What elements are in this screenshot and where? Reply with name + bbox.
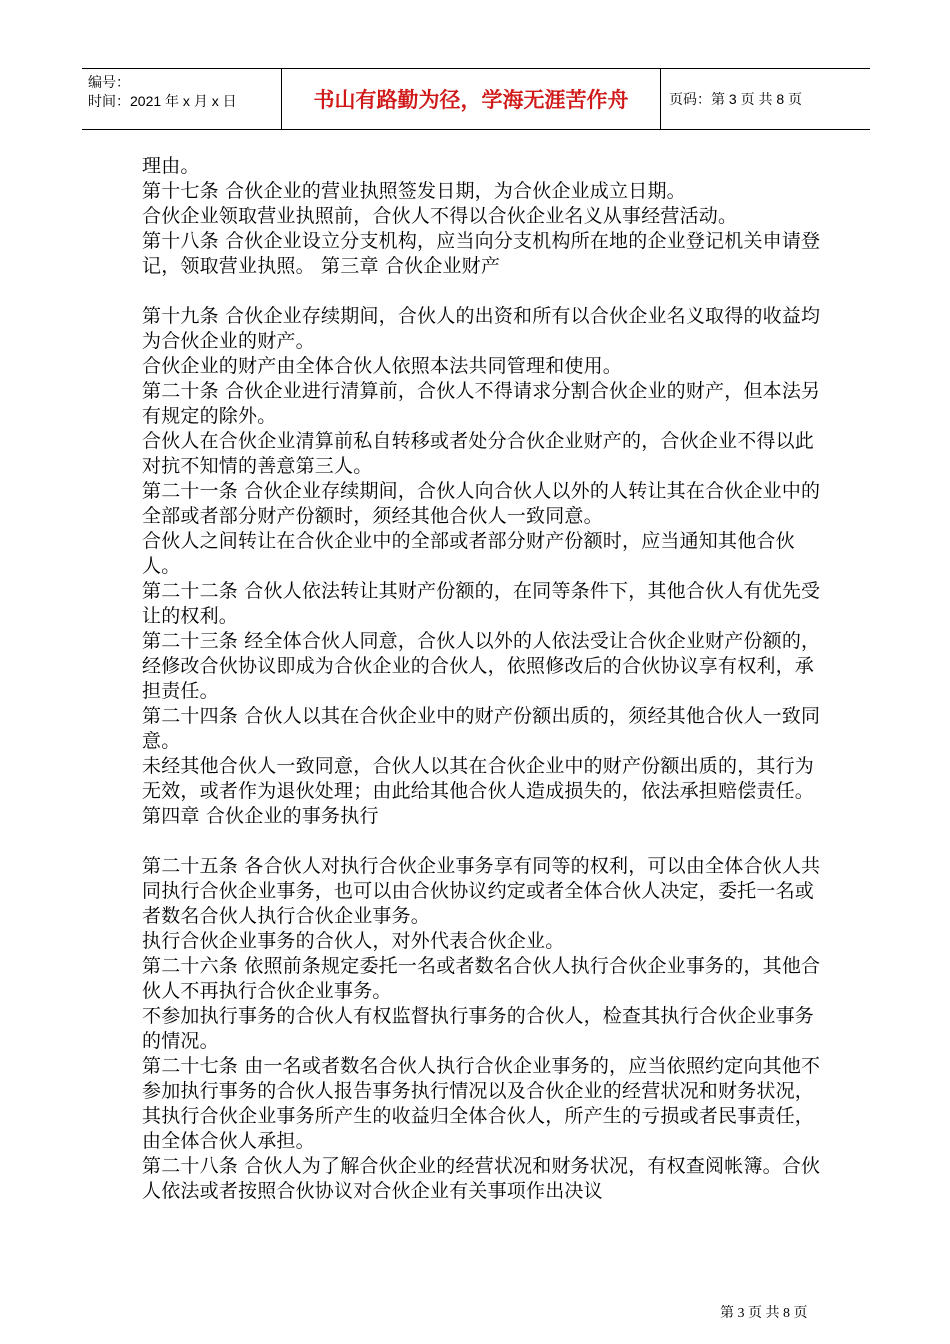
- paragraph: 第二十七条 由一名或者数名合伙人执行合伙企业事务的，应当依照约定向其他不参加执行事务的合伙人报告事务执行情况以及合伙企业的经营状况和财务状况，其执行合伙企业事务所产生的收益归全体合伙人，所产生的亏损或者民事责任，由全体合伙人承担。: [142, 1055, 821, 1152]
- header-page-info: 页码：第 3 页 共 8 页: [669, 91, 803, 107]
- paragraph: 第十九条 合伙企业存续期间，合伙人的出资和所有以合伙企业名义取得的收益均为合伙企业的财产。: [142, 305, 821, 352]
- paragraph: 合伙人在合伙企业清算前私自转移或者处分合伙企业财产的，合伙企业不得以此对抗不知情的善意第三人。: [142, 430, 815, 477]
- header-meta: [82, 69, 282, 129]
- paragraph: 第二十条 合伙企业进行清算前，合伙人不得请求分割合伙企业的财产，但本法另有规定的除外。: [142, 380, 821, 427]
- paragraph: 执行合伙企业事务的合伙人，对外代表合伙企业。: [142, 930, 565, 952]
- paragraph: 第二十一条 合伙企业存续期间，合伙人向合伙人以外的人转让其在合伙企业中的全部或者部分财产份额时，须经其他合伙人一致同意。: [142, 480, 821, 527]
- document-body: [142, 154, 822, 1204]
- page-header: [82, 68, 870, 130]
- paragraph: 第二十三条 经全体合伙人同意，合伙人以外的人依法受让合伙企业财产份额的，经修改合伙协议即成为合伙企业的合伙人，依照修改后的合伙协议享有权利，承担责任。: [142, 630, 821, 702]
- paragraph: 合伙企业领取营业执照前，合伙人不得以合伙企业名义从事经营活动。: [142, 205, 738, 227]
- paragraph: 第二十五条 各合伙人对执行合伙企业事务享有同等的权利，可以由全体合伙人共同执行合伙企业事务，也可以由合伙协议约定或者全体合伙人决定，委托一名或者数名合伙人执行合伙企业事务。: [142, 855, 821, 927]
- paragraph: 第十八条 合伙企业设立分支机构，应当向分支机构所在地的企业登记机关申请登记，领取营业执照。 第三章 合伙企业财产: [142, 230, 821, 277]
- document-number-label: 编号：: [88, 74, 130, 90]
- paragraph: 第二十八条 合伙人为了解合伙企业的经营状况和财务状况，有权查阅帐簿。合伙人依法或者按照合伙协议对合伙企业有关事项作出决议: [142, 1155, 821, 1202]
- header-motto: 书山有路勤为径，学海无涯苦作舟: [282, 69, 661, 129]
- blank-line: [142, 279, 822, 304]
- paragraph: 第二十二条 合伙人依法转让其财产份额的，在同等条件下，其他合伙人有优先受让的权利。: [142, 580, 821, 627]
- paragraph: 理由。: [142, 155, 200, 177]
- paragraph: 合伙人之间转让在合伙企业中的全部或者部分财产份额时，应当通知其他合伙人。: [142, 530, 795, 577]
- paragraph: 合伙企业的财产由全体合伙人依照本法共同管理和使用。: [142, 355, 623, 377]
- paragraph: 第十七条 合伙企业的营业执照签发日期，为合伙企业成立日期。: [142, 180, 686, 202]
- paragraph: 未经其他合伙人一致同意，合伙人以其在合伙企业中的财产份额出质的，其行为无效，或者作为退伙处理；由此给其他合伙人造成损失的，依法承担赔偿责任。: [142, 755, 815, 802]
- paragraph: 不参加执行事务的合伙人有权监督执行事务的合伙人，检查其执行合伙企业事务的情况。: [142, 1005, 815, 1052]
- blank-line: [142, 829, 822, 854]
- document-date: 时间：2021 年 x 月 x 日: [88, 93, 237, 109]
- chapter-heading: 第四章 合伙企业的事务执行: [142, 805, 379, 827]
- paragraph: 第二十六条 依照前条规定委托一名或者数名合伙人执行合伙企业事务的，其他合伙人不再执行合伙企业事务。: [142, 955, 821, 1002]
- paragraph: 第二十四条 合伙人以其在合伙企业中的财产份额出质的，须经其他合伙人一致同意。: [142, 705, 821, 752]
- page-footer: 第 3 页 共 8 页: [720, 1306, 808, 1321]
